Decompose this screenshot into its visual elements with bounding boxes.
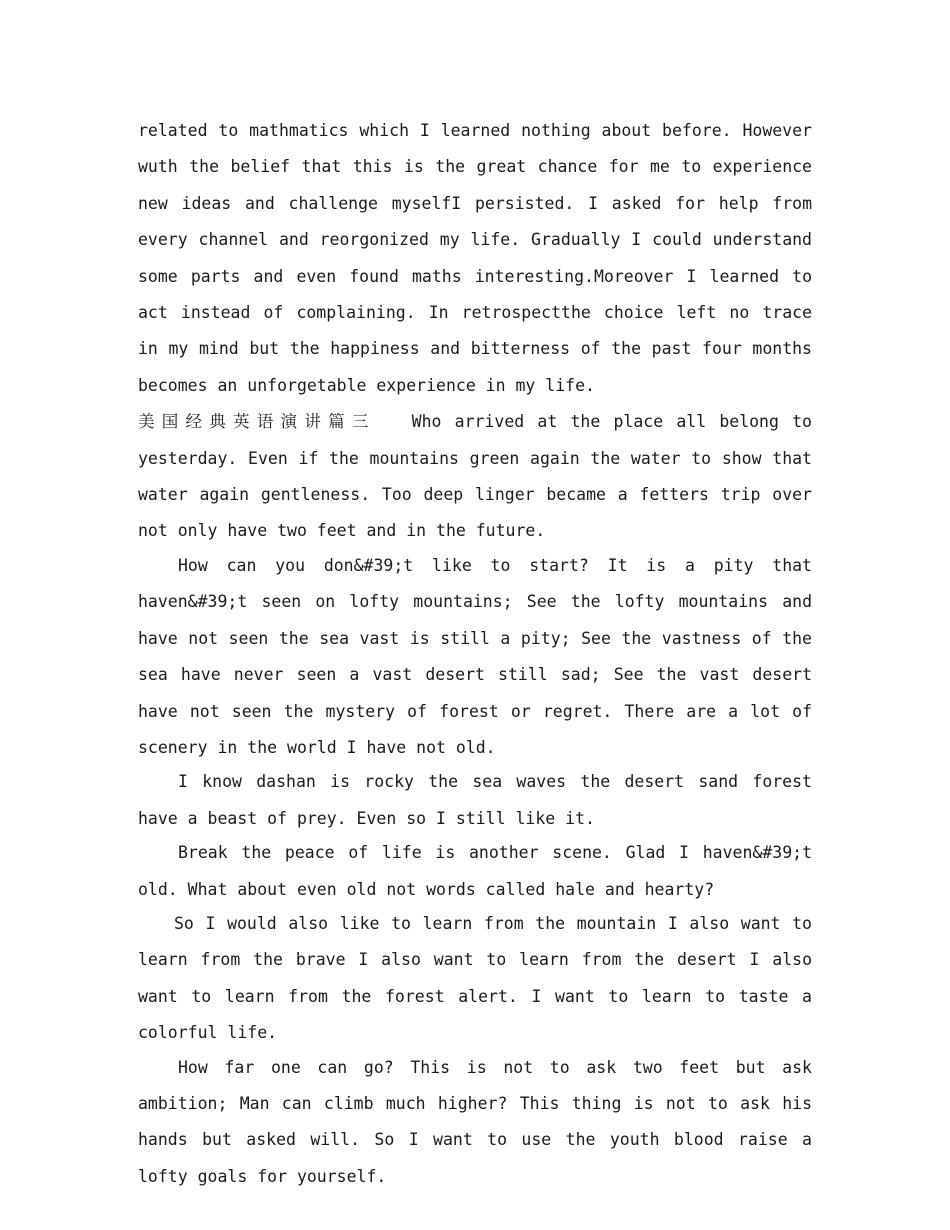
- body-paragraph: So I would also like to learn from the mountain I also want to learn from the brave I also want to learn from the desert I also want to learn from the forest alert. I want to learn to taste a colorful life.: [138, 913, 812, 1043]
- section-intro-text: Who arrived at the place all belong to yesterday. Even if the mountains green again the water to show that water again gentleness. Too deep linger became a fetters trip over not only have two feet and in the future.: [138, 412, 812, 541]
- section-paragraph: [138, 404, 812, 550]
- body-paragraph: How far one can go? This is not to ask two feet but ask ambition; Man can climb much higher? This thing is not to ask his hands but asked will. So I want to use the youth blood raise a lofty goals for yourself.: [138, 1057, 812, 1186]
- section-heading: 美国经典英语演讲篇三: [138, 412, 376, 432]
- document-page: [138, 113, 812, 1195]
- body-paragraph: Break the peace of life is another scene. Glad I haven&#39;t old. What about even old not words called hale and hearty?: [138, 843, 812, 899]
- body-paragraph: How can you don&#39;t like to start? It is a pity that haven&#39;t seen on lofty mountains; See the lofty mountains and have not seen the sea vast is still a pity; See the vastness of the sea have never seen a vast desert still sad; See the vast desert have not seen the mystery of forest or regret. There are a lot of scenery in the world I have not old.: [138, 555, 812, 757]
- body-paragraph: I know dashan is rocky the sea waves the desert sand forest have a beast of prey. Even so I still like it.: [138, 772, 812, 828]
- paragraph-continuation: related to mathmatics which I learned nothing about before. However wuth the belief that this is the great chance for me to experience new ideas and challenge myselfI persisted. I asked for help from every channel and reorgonized my life. Gradually I could understand some parts and even found maths interesting.Moreover I learned to act instead of complaining. In retrospectthe choice left no trace in my mind but the happiness and bitterness of the past four months becomes an unforgetable experience in my life.: [138, 121, 812, 395]
